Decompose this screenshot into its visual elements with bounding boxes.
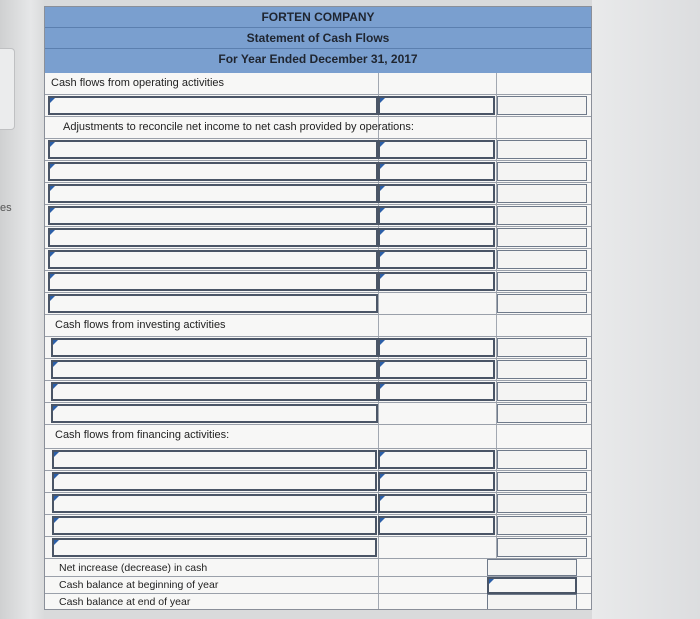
operating-input-row (45, 95, 592, 117)
adjustment-description-input[interactable] (48, 250, 378, 269)
beginning-balance-input[interactable] (487, 577, 577, 594)
financing-row (45, 493, 592, 515)
company-name: FORTEN COMPANY (45, 7, 591, 28)
adjustment-total-cell[interactable] (497, 140, 587, 159)
financing-row (45, 471, 592, 493)
financing-header-row (45, 425, 592, 449)
financing-description-input[interactable] (52, 516, 377, 535)
adjustment-total-cell[interactable] (497, 162, 587, 181)
investing-description-input[interactable] (51, 360, 378, 379)
financing-total-cell[interactable] (497, 494, 587, 513)
net-change-amount-cell[interactable] (487, 559, 577, 576)
investing-row (45, 381, 592, 403)
cash-flow-worksheet (44, 6, 592, 610)
operating-net-description-input[interactable] (48, 294, 378, 313)
investing-section-label: Cash flows from investing activities (55, 319, 226, 331)
operating-net-row (45, 293, 592, 315)
operating-section-label: Cash flows from operating activities (51, 77, 225, 89)
statement-header (45, 7, 591, 73)
adjustment-row (45, 139, 592, 161)
beginning-balance-row (45, 577, 592, 594)
adjustment-amount-input[interactable] (378, 228, 495, 247)
adjustment-description-input[interactable] (48, 272, 378, 291)
investing-amount-input[interactable] (378, 382, 495, 401)
adjustments-header-row (45, 117, 592, 139)
financing-total-cell[interactable] (497, 450, 587, 469)
investing-row (45, 359, 592, 381)
statement-period: For Year Ended December 31, 2017 (218, 52, 418, 66)
adjustments-label: Adjustments to reconcile net income to net cash provided by operations: (63, 121, 414, 133)
net-change-row (45, 559, 592, 577)
ending-balance-label: Cash balance at end of year (59, 596, 191, 608)
investing-header-row (45, 315, 592, 337)
operating-net-total-cell[interactable] (497, 294, 587, 313)
adjustment-row (45, 227, 592, 249)
adjustment-amount-input[interactable] (378, 140, 495, 159)
net-change-label: Net increase (decrease) in cash (59, 562, 208, 574)
operating-total-cell[interactable] (497, 96, 587, 115)
investing-amount-input[interactable] (378, 360, 495, 379)
adjustment-description-input[interactable] (48, 140, 378, 159)
financing-amount-input[interactable] (378, 494, 495, 513)
financing-net-row (45, 537, 592, 559)
adjustment-total-cell[interactable] (497, 206, 587, 225)
adjustment-description-input[interactable] (48, 184, 378, 203)
ending-balance-row (45, 594, 592, 610)
investing-total-cell[interactable] (497, 360, 587, 379)
adjustment-description-input[interactable] (48, 162, 378, 181)
adjustment-amount-input[interactable] (378, 184, 495, 203)
adjustment-row (45, 161, 592, 183)
adjustment-amount-input[interactable] (378, 272, 495, 291)
financing-amount-input[interactable] (378, 516, 495, 535)
statement-title: Statement of Cash Flows (45, 28, 591, 49)
ending-balance-cell[interactable] (487, 594, 577, 610)
investing-net-description-input[interactable] (51, 404, 378, 423)
financing-description-input[interactable] (52, 450, 377, 469)
adjustment-total-cell[interactable] (497, 250, 587, 269)
financing-row (45, 515, 592, 537)
beginning-balance-label: Cash balance at beginning of year (59, 579, 219, 591)
financing-total-cell[interactable] (497, 472, 587, 491)
financing-total-cell[interactable] (497, 516, 587, 535)
left-text-fragment: es (0, 202, 12, 214)
adjustment-amount-input[interactable] (378, 206, 495, 225)
financing-description-input[interactable] (52, 494, 377, 513)
left-background-panel (0, 0, 44, 619)
investing-net-total-cell[interactable] (497, 404, 587, 423)
financing-section-label: Cash flows from financing activities: (55, 429, 230, 441)
investing-description-input[interactable] (51, 382, 378, 401)
investing-description-input[interactable] (51, 338, 378, 357)
adjustment-row (45, 271, 592, 293)
operating-description-input[interactable] (48, 96, 378, 115)
adjustment-total-cell[interactable] (497, 272, 587, 291)
financing-description-input[interactable] (52, 472, 377, 491)
adjustment-row (45, 249, 592, 271)
adjustment-total-cell[interactable] (497, 184, 587, 203)
adjustment-total-cell[interactable] (497, 228, 587, 247)
operating-header-row (45, 73, 592, 95)
investing-row (45, 337, 592, 359)
left-side-card (0, 48, 15, 130)
investing-total-cell[interactable] (497, 382, 587, 401)
right-background-panel (592, 0, 700, 619)
adjustment-row (45, 205, 592, 227)
adjustment-amount-input[interactable] (378, 250, 495, 269)
financing-row (45, 449, 592, 471)
adjustment-row (45, 183, 592, 205)
financing-net-description-input[interactable] (52, 538, 377, 557)
investing-amount-input[interactable] (378, 338, 495, 357)
adjustment-amount-input[interactable] (378, 162, 495, 181)
operating-amount-input[interactable] (378, 96, 495, 115)
financing-net-total-cell[interactable] (497, 538, 587, 557)
adjustment-description-input[interactable] (48, 206, 378, 225)
investing-total-cell[interactable] (497, 338, 587, 357)
investing-net-row (45, 403, 592, 425)
financing-amount-input[interactable] (378, 450, 495, 469)
financing-amount-input[interactable] (378, 472, 495, 491)
adjustment-description-input[interactable] (48, 228, 378, 247)
